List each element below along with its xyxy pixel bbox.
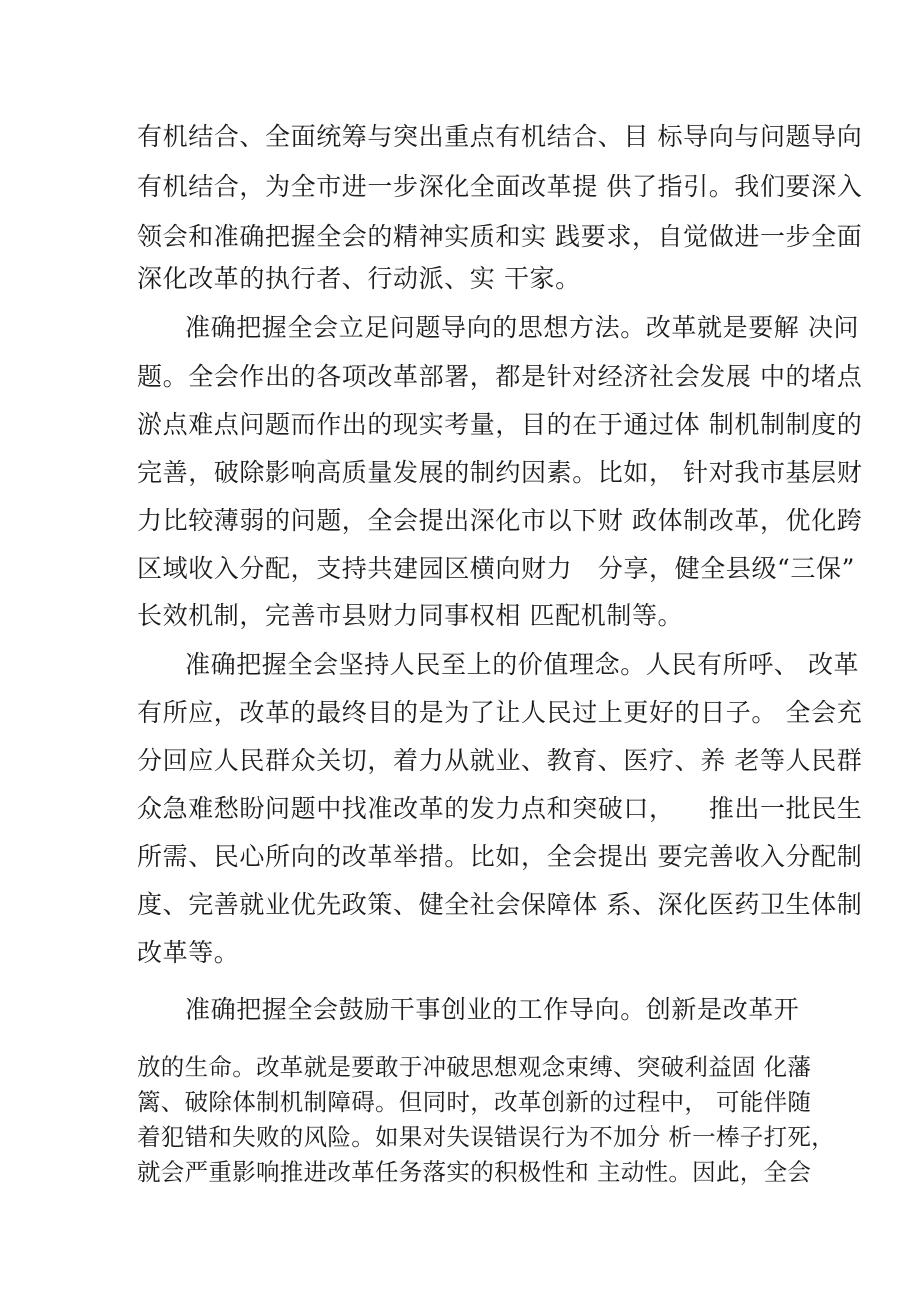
text-line: 众急难愁盼问题中找准改革的发力点和突破口， 推出一批民生: [137, 794, 863, 823]
text-line: 改革等。: [137, 938, 240, 967]
text-line: 篱、破除体制机制障碍。但同时，改革创新的过程中， 可能伴随: [137, 1088, 812, 1116]
text-line: 准确把握全会立足问题导向的思想方法。改革就是要解 决问: [185, 313, 860, 342]
text-line: 所需、民心所向的改革举措。比如，全会提出 要完善收入分配制: [137, 842, 863, 871]
text-line: 有机结合、全面统筹与突出重点有机结合、目 标导向与问题导向: [137, 122, 863, 151]
text-line: 着犯错和失败的风险。如果对失误错误行为不加分 析一棒子打死，: [137, 1123, 835, 1151]
text-line: 淤点难点问题而作出的现实考量，目的在于通过体 制机制制度的: [137, 410, 863, 439]
text-line: 深化改革的执行者、行动派、实 干家。: [137, 264, 581, 293]
text-line: 力比较薄弱的问题，全会提出深化市以下财 政体制改革，优化跨: [137, 506, 863, 535]
text-line: 完善，破除影响高质量发展的制约因素。比如， 针对我市基层财: [137, 458, 863, 487]
text-line: 区域收入分配，支持共建园区横向财力 分享，健全县级“三保”: [137, 554, 856, 583]
text-line: 题。全会作出的各项改革部署，都是针对经济社会发展 中的堵点: [137, 362, 863, 391]
text-line: 长效机制，完善市县财力同事权相 匹配机制等。: [137, 601, 684, 630]
text-line: 放的生命。改革就是要敢于冲破思想观念束缚、突破利益固 化藩: [137, 1053, 812, 1081]
text-line: 领会和准确把握全会的精神实质和实 践要求，自觉做进一步全面: [137, 222, 863, 251]
text-line: 准确把握全会坚持人民至上的价值理念。人民有所呼、 改革: [185, 650, 860, 679]
text-line: 有机结合，为全市进一步深化全面改革提 供了指引。我们要深入: [137, 172, 863, 201]
text-line: 就会严重影响推进改革任务落实的积极性和 主动性。因此，全会: [137, 1158, 812, 1186]
text-line: 度、完善就业优先政策、健全社会保障体 系、深化医药卫生体制: [137, 890, 863, 919]
text-line: 准确把握全会鼓励干事创业的工作导向。创新是改革开: [185, 995, 800, 1024]
text-line: 有所应，改革的最终目的是为了让人民过上更好的日子。 全会充: [137, 698, 863, 727]
text-line: 分回应人民群众关切，着力从就业、教育、医疗、养 老等人民群: [137, 746, 863, 775]
